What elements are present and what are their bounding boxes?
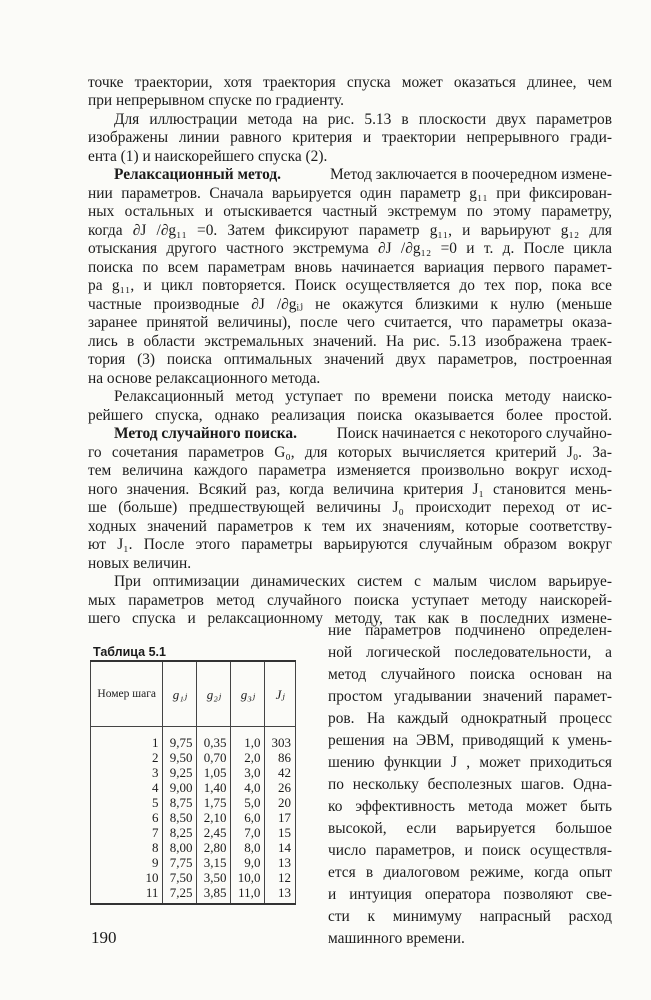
table-cell: 8 [91, 840, 163, 855]
section-heading-random-search: Метод случайного поиска. [114, 425, 297, 442]
table-cell: 7,75 [163, 855, 197, 870]
text-line-right: сти к минимуму напрасный расход [328, 908, 612, 925]
text-line-right: и интуиция оператора позволяют све- [328, 886, 612, 903]
text-line-right: ров. На каждый однократный процесс [328, 710, 612, 727]
table-cell: 8,00 [163, 840, 197, 855]
table-cell: 1,05 [197, 765, 231, 780]
table-cell: 2,45 [197, 825, 231, 840]
table-cell: 17 [265, 810, 296, 825]
text-line-right: ко эффективность метода может быть [328, 798, 612, 815]
table-cell: 0,70 [197, 750, 231, 765]
table-cell: 5,0 [231, 795, 265, 810]
table-cell: 1 [91, 727, 163, 751]
text-line: лись в области экстремальных значений. На рис. 5.13 изображена траек- [88, 333, 612, 350]
text-line: мых параметров метод случайного поиска уступает методу наискорей- [88, 592, 612, 609]
table-row [91, 727, 296, 751]
text-line: поиска по всем параметрам вновь начинается вариация первого парамет- [88, 259, 612, 276]
table-cell: 13 [265, 855, 296, 870]
table-cell: 12 [265, 870, 296, 885]
text-line: на основе релаксационного метода. [88, 370, 321, 387]
table-header: Jⱼ [265, 661, 296, 727]
text-line-right: решения на ЭВМ, приводящий к умень- [328, 732, 612, 749]
table-cell: 5 [91, 795, 163, 810]
table-row [91, 855, 296, 870]
table-cell: 11 [91, 885, 163, 904]
text-line-right: простом угадывании значений парамет- [328, 688, 612, 705]
table-cell: 4,0 [231, 780, 265, 795]
text-line: когда ∂J /∂g₁₁ =0. Затем фиксируют параметр g₁₁, и варьируют g₁₂ для [88, 222, 612, 239]
text-line: рейшего спуска, однако реализация поиска оказывается более простой. [88, 407, 612, 424]
text-line: отыскания другого частного экстремума ∂J /∂g₁₂ =0 и т. д. После цикла [88, 240, 612, 257]
table-row [91, 765, 296, 780]
table-cell: 11,0 [231, 885, 265, 904]
text-line: Для иллюстрации метода на рис. 5.13 в плоскости двух параметров [114, 111, 612, 128]
text-line: го сочетания параметров G₀, для которых вычисляется критерий J₀. За- [88, 444, 612, 461]
text-line: ного значения. Всякий раз, когда величина критерия J₁ становится мень- [88, 481, 612, 498]
table-cell: 7,0 [231, 825, 265, 840]
table-cell: 3 [91, 765, 163, 780]
text-line-right: ной логической последовательности, а [328, 644, 612, 661]
text-line: точке траектории, хотя траектория спуска может оказаться длинее, чем [88, 74, 612, 91]
table-cell: 8,50 [163, 810, 197, 825]
table-row [91, 750, 296, 765]
table-cell: 8,75 [163, 795, 197, 810]
text-line-right: высокой, если варьируется большое [328, 820, 612, 837]
text-line-right: ние параметров подчинено определен- [328, 622, 612, 639]
section-heading-relaxation: Релаксационный метод. [114, 166, 282, 183]
table-row [91, 870, 296, 885]
text-line: ра g₁₁, и цикл повторяется. Поиск осуществляется до тех пор, пока все [88, 277, 612, 294]
table-row [91, 780, 296, 795]
text-line: тория (3) поиска оптимальных значений двух параметров, построенная [88, 351, 612, 368]
text-line: ента (1) и наискорейшего спуска (2). [88, 148, 328, 165]
page-number: 190 [91, 928, 117, 947]
table-cell: 10,0 [231, 870, 265, 885]
text-line: частные производные ∂J /∂gᵢⱼ не окажутся близкими к нулю (меньше [88, 296, 612, 313]
text-line: заранее принятой величины), после чего считается, что параметры оказа- [88, 314, 612, 331]
table-header: g₂ⱼ [197, 661, 231, 727]
table-cell: 9,25 [163, 765, 197, 780]
text-line: ных остальных и отыскивается частный экстремум по этому параметру, [88, 203, 612, 220]
table-cell: 3,50 [197, 870, 231, 885]
table-cell: 7,25 [163, 885, 197, 904]
table-cell: 7 [91, 825, 163, 840]
table-cell: 1,75 [197, 795, 231, 810]
table-cell: 9,75 [163, 727, 197, 751]
table-cell: 1,40 [197, 780, 231, 795]
text-line-right: метод случайного поиска основан на [328, 666, 612, 683]
table-cell: 0,35 [197, 727, 231, 751]
table-cell: 2,80 [197, 840, 231, 855]
table-cell: 2,0 [231, 750, 265, 765]
table-row [91, 840, 296, 855]
table-cell: 9,0 [231, 855, 265, 870]
text-line: При оптимизации динамических систем с малым числом варьируе- [114, 573, 612, 590]
table-header-row [91, 661, 296, 727]
table-cell: 6,0 [231, 810, 265, 825]
table-cell: 2,10 [197, 810, 231, 825]
table-cell: 26 [265, 780, 296, 795]
text-line-right: шению функции J , может приходиться [328, 754, 612, 771]
table-row [91, 885, 296, 904]
text-line: тем величина каждого параметра изменяется произвольно вокруг исход- [88, 462, 612, 479]
table-cell: 6 [91, 810, 163, 825]
table-cell: 14 [265, 840, 296, 855]
table-cell: 303 [265, 727, 296, 751]
table-header: g₃ⱼ [231, 661, 265, 727]
text-line: при непрерывном спуске по градиенту. [88, 92, 345, 109]
table-cell: 9,50 [163, 750, 197, 765]
table-row [91, 825, 296, 840]
table-cell: 3,85 [197, 885, 231, 904]
table-cell: 2 [91, 750, 163, 765]
text-line: нии параметров. Сначала варьируется один параметр g₁₁ при фиксирован- [88, 185, 612, 202]
table-cell: 9,00 [163, 780, 197, 795]
table-cell: 13 [265, 885, 296, 904]
table-header: g₁ⱼ [163, 661, 197, 727]
text-line: Релаксационный метод уступает по времени поиска методу наиско- [114, 388, 612, 405]
text-line: ходных значений параметров к тем их значениям, которые соответству- [88, 518, 612, 535]
table-cell: 42 [265, 765, 296, 780]
table-cell: 20 [265, 795, 296, 810]
table-row [91, 810, 296, 825]
text-line-right: по нескольку бесполезных шагов. Одна- [328, 776, 612, 793]
table-body [91, 727, 296, 905]
table-cell: 8,0 [231, 840, 265, 855]
table-cell: 8,25 [163, 825, 197, 840]
table-cell: 3,0 [231, 765, 265, 780]
text-line: ше (больше) предшествующей величины J₀ происходит переход от ис- [88, 499, 612, 516]
table-cell: 1,0 [231, 727, 265, 751]
table-caption: Таблица 5.1 [93, 645, 166, 659]
table-cell: 10 [91, 870, 163, 885]
text-line: изображены линии равного критерия и траектории непрерывного гради- [88, 129, 612, 146]
table-cell: 7,50 [163, 870, 197, 885]
table-cell: 15 [265, 825, 296, 840]
table-cell: 9 [91, 855, 163, 870]
text-line: новых величин. [88, 555, 192, 572]
table-row [91, 795, 296, 810]
text-line-right: число параметров, и поиск осуществля- [328, 842, 612, 859]
text-line: Релаксационный метод. Метод заключается в поочередном измене- [114, 164, 612, 186]
text-line: ют J₁. После этого параметры варьируются случайным образом вокруг [88, 536, 612, 553]
table-header: Номер шага [91, 661, 163, 727]
text-line: Метод случайного поиска. Поиск начинается с некоторого случайно- [114, 423, 612, 445]
data-table [90, 660, 296, 905]
table-cell: 3,15 [197, 855, 231, 870]
text-line-right: машинного времени. [328, 930, 465, 947]
text-line: шего спуска и релаксационному методу, так как в последних измене- [88, 610, 612, 627]
text-line-right: ется в диалоговом режиме, когда опыт [328, 864, 612, 881]
table-cell: 4 [91, 780, 163, 795]
table-cell: 86 [265, 750, 296, 765]
